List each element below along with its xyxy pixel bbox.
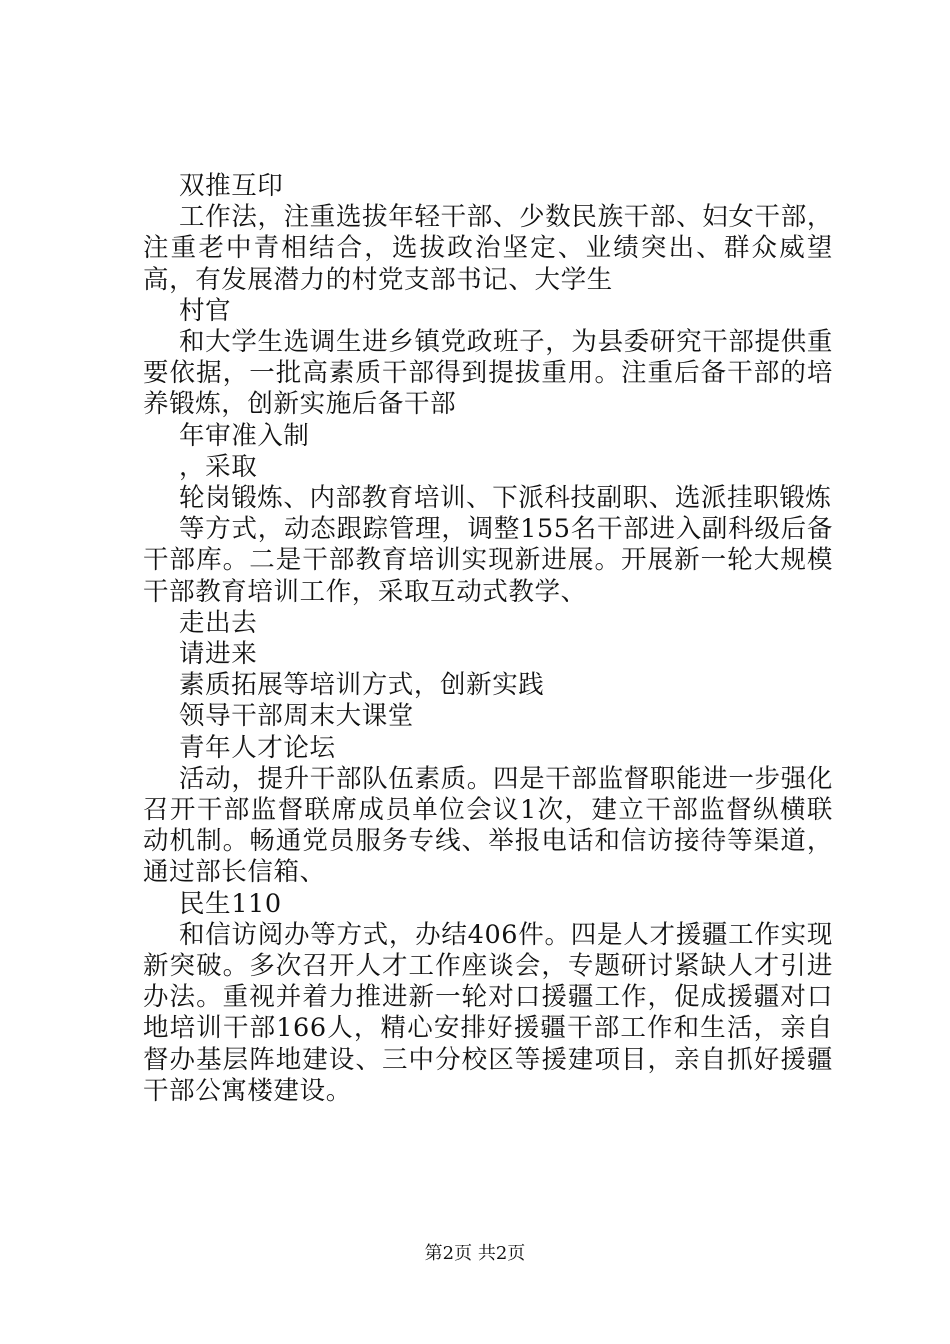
paragraph-5: 年审准入制 [179,420,310,451]
paragraph-7: 轮岗锻炼、内部教育培训、下派科技副职、选派挂职锻炼 [179,483,832,514]
paragraph-2: 工作法，注重选拔年轻干部、少数民族干部、妇女干部，注重老中青相结合，选拔政治坚定、业绩突出、群众威望高，有发展潜力的村党支部书记、大学生 [143,202,833,295]
page-footer: 第2页 共2页 [424,1243,526,1264]
paragraph-16: 和信访阅办等方式，办结406件。四是人才援疆工作实现新突破。多次召开人才工作座谈会，专题研讨紧缺人才引进办法。重视并着力推进新一轮对口援疆工作，促成援疆对口地培训干部166人，精心安排好援疆干部工作和生活，亲自督办基层阵地建设、三中分校区等援建项目，亲自抓好援疆干部公寓楼建设。 [143,919,833,1106]
paragraph-4: 和大学生选调生进乡镇党政班子，为县委研究干部提供重要依据，一批高素质干部得到提拔重用。注重后备干部的培养锻炼，创新实施后备干部 [143,327,833,420]
paragraph-9: 走出去 [179,607,258,638]
paragraph-1: 双推互印 [179,171,284,201]
paragraph-14: 活动，提升干部队伍素质。四是干部监督职能进一步强化召开干部监督联席成员单位会议1次，建立干部监督纵横联动机制。畅通党员服务专线、举报电话和信访接待等渠道，通过部长信箱、 [143,763,833,888]
document-body [143,171,833,1107]
paragraph-3: 村官 [179,295,232,326]
paragraph-15: 民生110 [179,888,282,919]
paragraph-8: 等方式，动态跟踪管理，调整155名干部进入副科级后备干部库。二是干部教育培训实现新进展。开展新一轮大规模干部教育培训工作，采取互动式教学、 [143,514,833,607]
paragraph-11: 素质拓展等培训方式，创新实践 [179,670,545,701]
paragraph-13: 青年人才论坛 [179,732,336,763]
paragraph-6: ，采取 [179,451,258,482]
paragraph-12: 领导干部周末大课堂 [179,701,414,732]
paragraph-10: 请进来 [179,639,258,670]
